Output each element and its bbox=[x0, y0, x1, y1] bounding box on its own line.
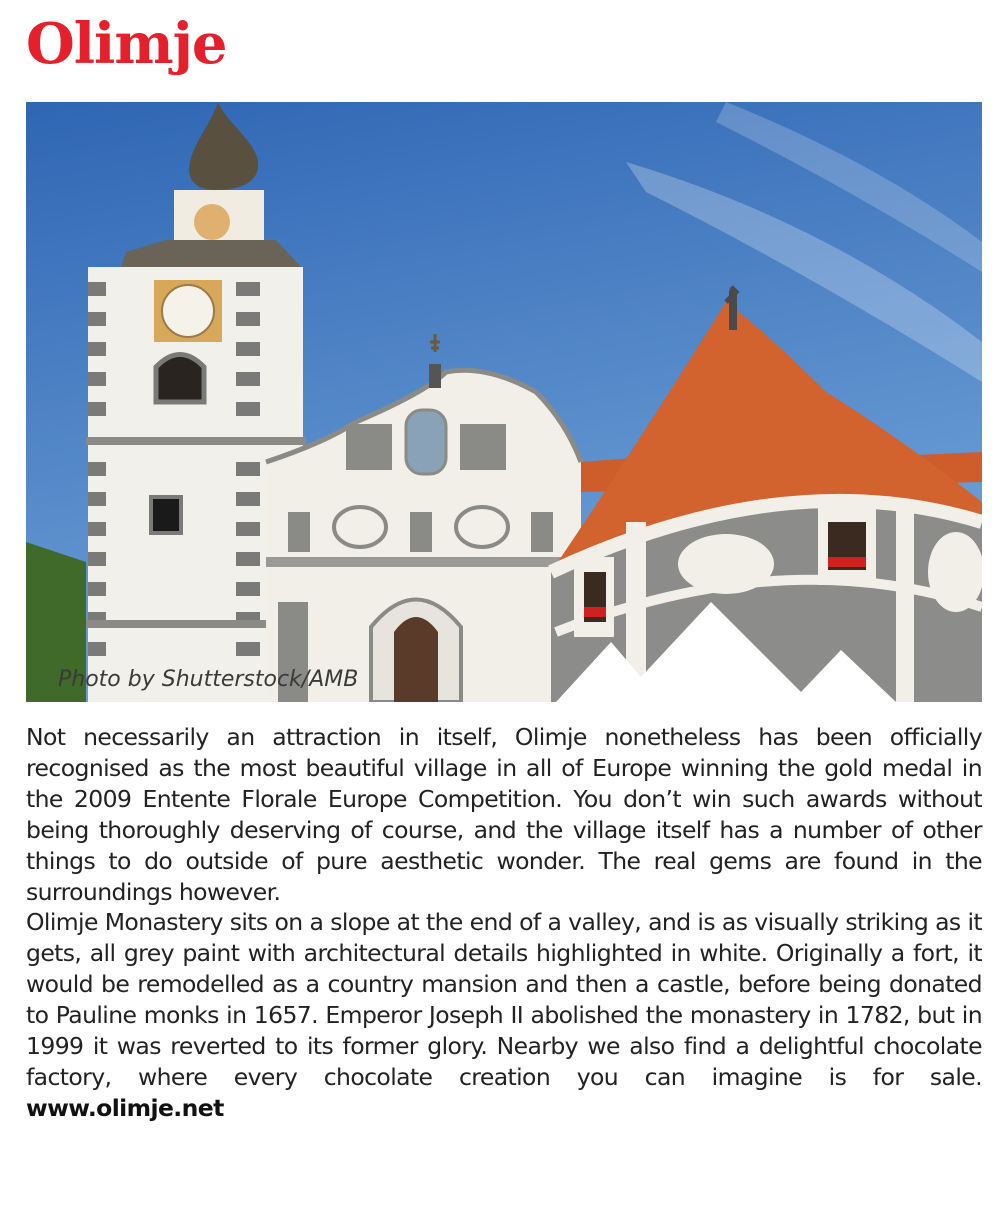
article-paragraph-2 bbox=[26, 907, 982, 1123]
photo-credit: Photo by Shutterstock/AMB bbox=[58, 667, 359, 692]
monastery-photo bbox=[26, 102, 982, 702]
article-body bbox=[26, 722, 982, 1124]
website-link[interactable]: www.olimje.net bbox=[26, 1093, 224, 1122]
article-paragraph-2-text: Olimje Monastery sits on a slope at the end of a valley, and is as visually striking as it gets, all grey paint with architectural details highlighted in white. Originally a fort, it would be remodelled as a country mansion and then a castle, before being donated to Pauline monks in 1657. Emperor Joseph II abolished the monastery in 1782, but in 1999 it was reverted to its former glory. Nearby we also find a delightful chocolate factory, where every chocolate creation you can imagine is for sale. bbox=[26, 908, 982, 1091]
page-title: Olimje bbox=[26, 11, 227, 77]
article-paragraph-1: Not necessarily an attraction in itself, Olimje nonetheless has been officially recognised as the most beautiful village in all of Europe winning the gold medal in the 2009 Entente Florale Europe Competition. You don’t win such awards without being thoroughly deserving of course, and the village itself has a number of other things to do outside of pure aesthetic wonder. The real gems are found in the surroundings however. bbox=[26, 723, 982, 906]
clock-face bbox=[162, 285, 214, 337]
